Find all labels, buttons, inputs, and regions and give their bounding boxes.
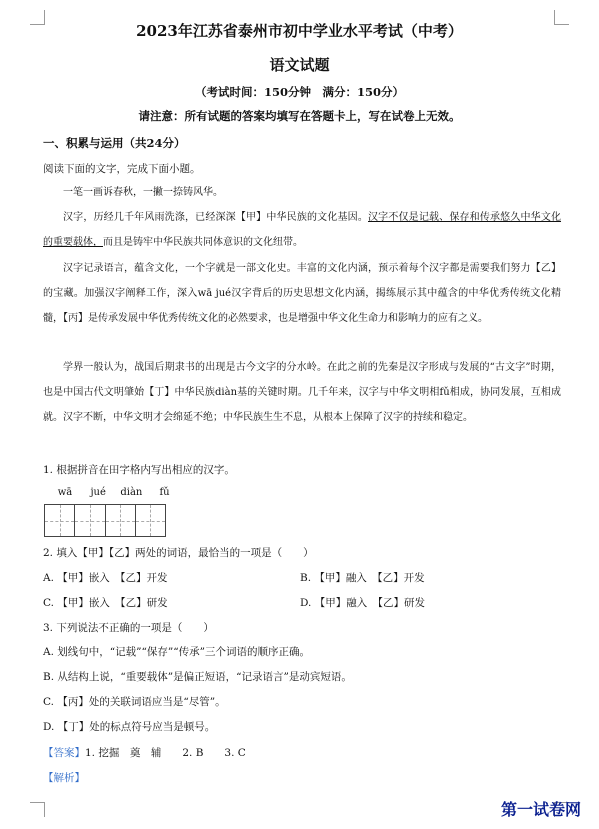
- analysis-tag: 【解析】: [43, 772, 85, 784]
- q3-option-a: A. 划线句中，“记载”“保存”“传承”三个词语的顺序正确。: [43, 646, 310, 658]
- q3-stem: 3. 下列说法不正确的一项是（ ）: [43, 622, 214, 634]
- q3-option-c: C. 【丙】处的关联词语应当是“尽管”。: [43, 696, 226, 708]
- q3-option-d: D. 【丁】处的标点符号应当是顿号。: [43, 721, 216, 733]
- exam-info: （考试时间：150分钟 满分：150分）: [194, 85, 404, 99]
- passage-p2: [43, 205, 561, 255]
- q2-option-b: B. 【甲】融入 【乙】开发: [300, 572, 425, 584]
- q2-stem: 2. 填入【甲】【乙】两处的词语，最恰当的一项是（ ）: [43, 547, 314, 559]
- answer-line: [43, 745, 246, 760]
- notice: 请注意：所有试题的答案均填写在答题卡上，写在试卷上无效。: [138, 109, 461, 123]
- watermark-brand: 第一试卷网: [500, 800, 581, 819]
- crop-mark-bottom-left: [30, 802, 45, 817]
- q1-stem: 1. 根据拼音在田字格内写出相应的汉字。: [43, 464, 235, 476]
- grid-cell: [45, 505, 75, 536]
- passage-p1: 一笔一画诉春秋，一撇一捺铸风华。: [63, 187, 223, 198]
- q2-option-c: C. 【甲】嵌入 【乙】研发: [43, 597, 168, 609]
- underlined-sentence: 汉字不仅是记载、保存和传承悠久中华文化的重要载体，: [43, 212, 562, 248]
- answer-text: 1. 挖掘 奠 辅 2. B 3. C: [85, 747, 246, 759]
- subject-title: 语文试题: [269, 56, 330, 74]
- grid-cell: [136, 505, 165, 536]
- pinyin-2: jué: [90, 487, 106, 498]
- q2-option-a: A. 【甲】嵌入 【乙】开发: [43, 572, 168, 584]
- passage-p2-pre: 汉字，历经几千年风雨洗涤，已经深深【甲】中华民族的文化基因。: [63, 212, 368, 223]
- passage-p4: 学界一般认为，战国后期隶书的出现是古今文字的分水岭。在此之前的先秦是汉字形成与发展的“古文字”时期，也是中国古代文明肇始【丁】中华民族diàn基的关键时期。几千年来，汉字与中华文明相fǔ相成，协同发展，互相成就。汉字不断，中华文明才会绵延不绝；中华民族生生不息，从根本上保障了汉字的持续和稳定。: [43, 362, 561, 423]
- pinyin-row: [50, 487, 180, 498]
- section-heading: 一、积累与运用（共24分）: [43, 136, 186, 150]
- pinyin-3: diàn: [120, 487, 143, 498]
- grid-cell: [75, 505, 105, 536]
- passage-p3: 汉字记录语言，蕴含文化，一个字就是一部文化史。丰富的文化内涵，预示着每个汉字都是需要我们努力【乙】的宝藏。加强汉字阐释工作，深入wā jué汉字背后的历史思想文化内涵，揭练展示其中蕴含的中华优秀传统文化精髓，【丙】是传承发展中华优秀传统文化的必然要求，也是增强中华文化生命力和影响力的应有之义。: [43, 263, 561, 324]
- pinyin-1: wā: [57, 487, 73, 498]
- tianzige-grid: [44, 504, 166, 537]
- exam-title: 2023年江苏省泰州市初中学业水平考试（中考）: [136, 22, 463, 40]
- passage-p2-post: 而且是铸牢中华民族共同体意识的文化纽带。: [103, 237, 303, 248]
- answer-tag: 【答案】: [43, 747, 85, 759]
- reading-intro: 阅读下面的文字，完成下面小题。: [43, 163, 201, 175]
- pinyin-4: fǔ: [159, 487, 170, 498]
- q2-option-d: D. 【甲】融入 【乙】研发: [300, 597, 425, 609]
- q3-option-b: B. 从结构上说，“重要载体”是偏正短语，“记录语言”是动宾短语。: [43, 671, 352, 683]
- grid-cell: [106, 505, 136, 536]
